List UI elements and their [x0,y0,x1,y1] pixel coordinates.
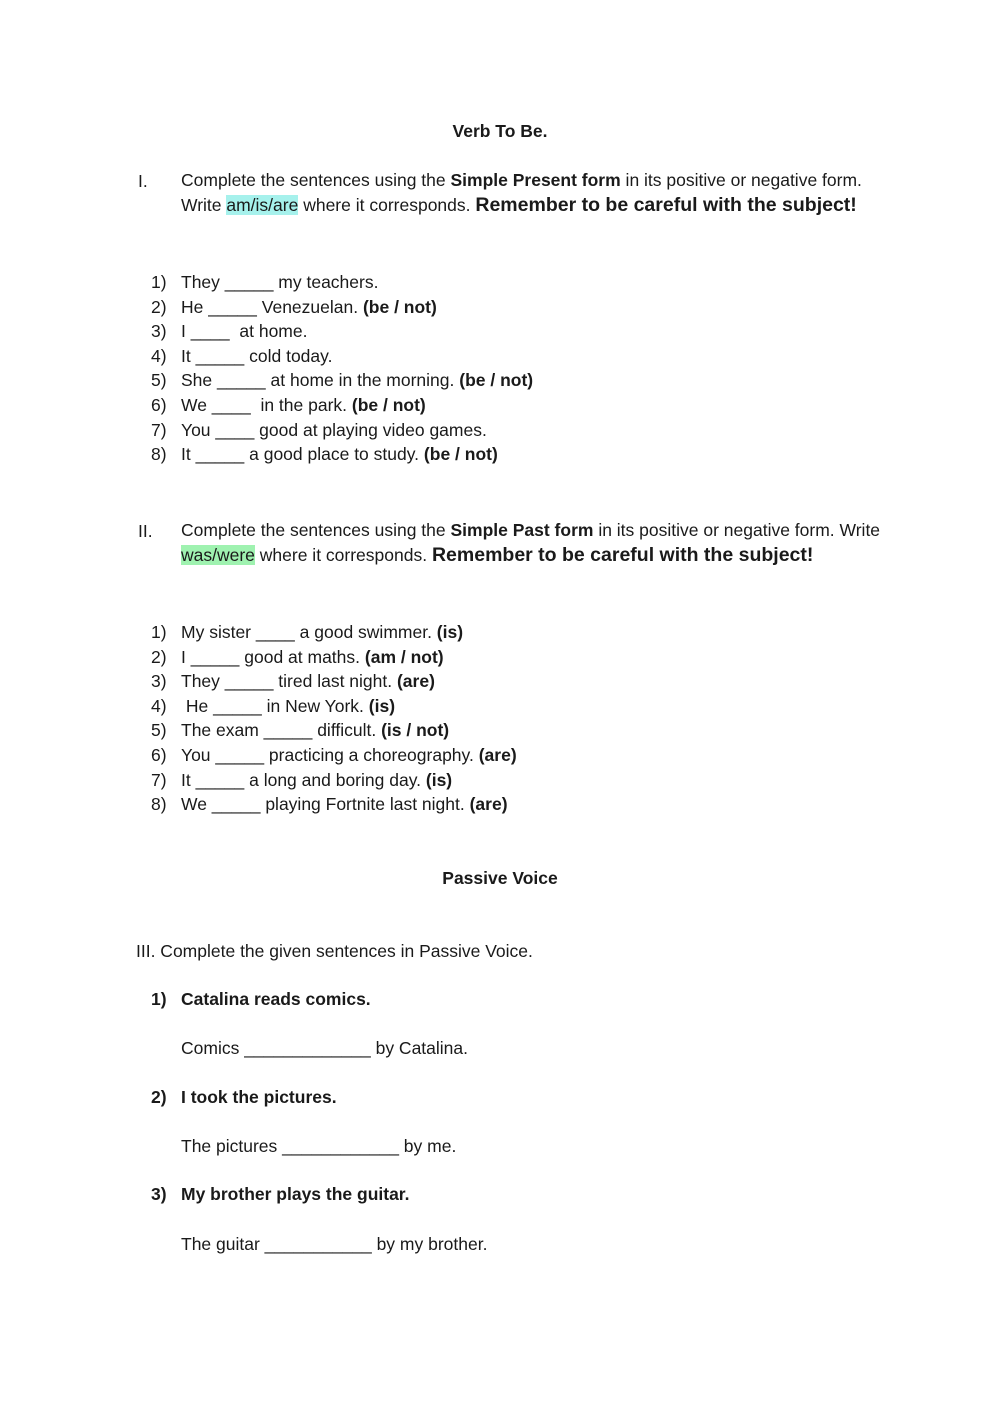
item-number: 5) [151,720,167,741]
item-number: 3) [151,321,167,342]
item-text: We ____ in the park. [181,394,352,415]
passive-item-prompt: Catalina reads comics. [181,989,371,1009]
item-text: I ____ at home. [181,321,308,342]
section-1-emphasis: Remember to be careful with the subject! [475,194,857,216]
item-text: He _____ in New York. [181,695,369,716]
section-1-instr-a: Complete the sentences using the [181,170,451,190]
item-number: 3) [151,671,167,692]
item-number: 1) [151,622,167,642]
item-number: 6) [151,744,167,765]
item-number: 7) [151,419,167,440]
item-hint: (am / not) [364,646,444,667]
section-2-instr-c: in its positive or negative form. Write [593,520,881,540]
item-hint: (be / not) [351,394,426,415]
title-passive-voice: Passive Voice [442,868,558,888]
section-2-highlight: was/were [181,545,255,565]
section-1-instr-c: in its positive or negative form. Write [181,170,862,215]
item-number: 6) [151,394,167,415]
passive-item-answer: Comics _____________ by Catalina. [181,1038,468,1058]
section-1-instr-b: Simple Present form [450,170,621,190]
passive-item-number: 2) [151,1087,167,1107]
section-3-instruction: III. Complete the given sentences in Passive Voice. [136,941,533,961]
item-number: 8) [151,444,167,465]
item-text: You _____ practicing a choreography. [181,744,479,765]
item-hint: (are) [469,794,508,815]
item-number: 2) [151,646,167,667]
item-hint: (is / not) [381,720,450,741]
passive-item-number: 1) [151,989,167,1009]
passive-item-prompt: I took the pictures. [181,1087,337,1107]
item-hint: (are) [396,671,435,692]
item-number: 1) [151,272,167,292]
item-text: They _____ my teachers. [181,272,379,292]
item-number: 5) [151,370,167,391]
item-text: The exam _____ difficult. [181,720,382,741]
passive-item-number: 3) [151,1184,167,1204]
section-1-highlight: am/is/are [226,195,299,215]
item-hint: (be / not) [423,444,498,465]
item-text: We _____ playing Fortnite last night. [181,794,470,815]
item-text: My sister ____ a good swimmer. [181,622,437,642]
item-hint: (is) [425,769,453,790]
item-number: 4) [151,345,167,366]
item-text: It _____ cold today. [181,345,333,366]
item-number: 7) [151,769,167,790]
section-2-number: II. [138,521,153,541]
item-text: He _____ Venezuelan. [181,296,363,317]
item-hint: (be / not) [459,370,534,391]
item-hint: (be / not) [362,296,437,317]
section-2-instr-a: Complete the sentences using the [181,520,451,540]
title-verb-to-be: Verb To Be. [452,121,548,141]
item-hint: (is) [368,695,396,716]
item-text: It _____ a long and boring day. [181,769,426,790]
item-text: She _____ at home in the morning. [181,370,460,391]
item-text: It _____ a good place to study. [181,444,424,465]
item-number: 2) [151,296,167,317]
item-hint: (are) [478,744,517,765]
section-2-instruction [181,518,881,568]
passive-item-answer: The guitar ___________ by my brother. [181,1234,488,1254]
section-2-instr-d: where it corresponds. [254,545,432,565]
section-2-instr-b: Simple Past form [450,520,594,540]
item-number: 8) [151,794,167,815]
passive-item-prompt: My brother plays the guitar. [181,1184,410,1204]
item-number: 4) [151,695,167,716]
section-1-instruction [181,168,881,218]
item-text: I _____ good at maths. [181,646,365,667]
section-1-number: I. [138,171,148,191]
item-hint: (is) [436,622,464,642]
passive-item-answer: The pictures ____________ by me. [181,1136,457,1156]
section-2-emphasis: Remember to be careful with the subject! [431,544,814,566]
item-text: You ____ good at playing video games. [181,419,487,440]
item-text: They _____ tired last night. [181,671,397,692]
section-1-instr-d: where it corresponds. [298,195,476,215]
